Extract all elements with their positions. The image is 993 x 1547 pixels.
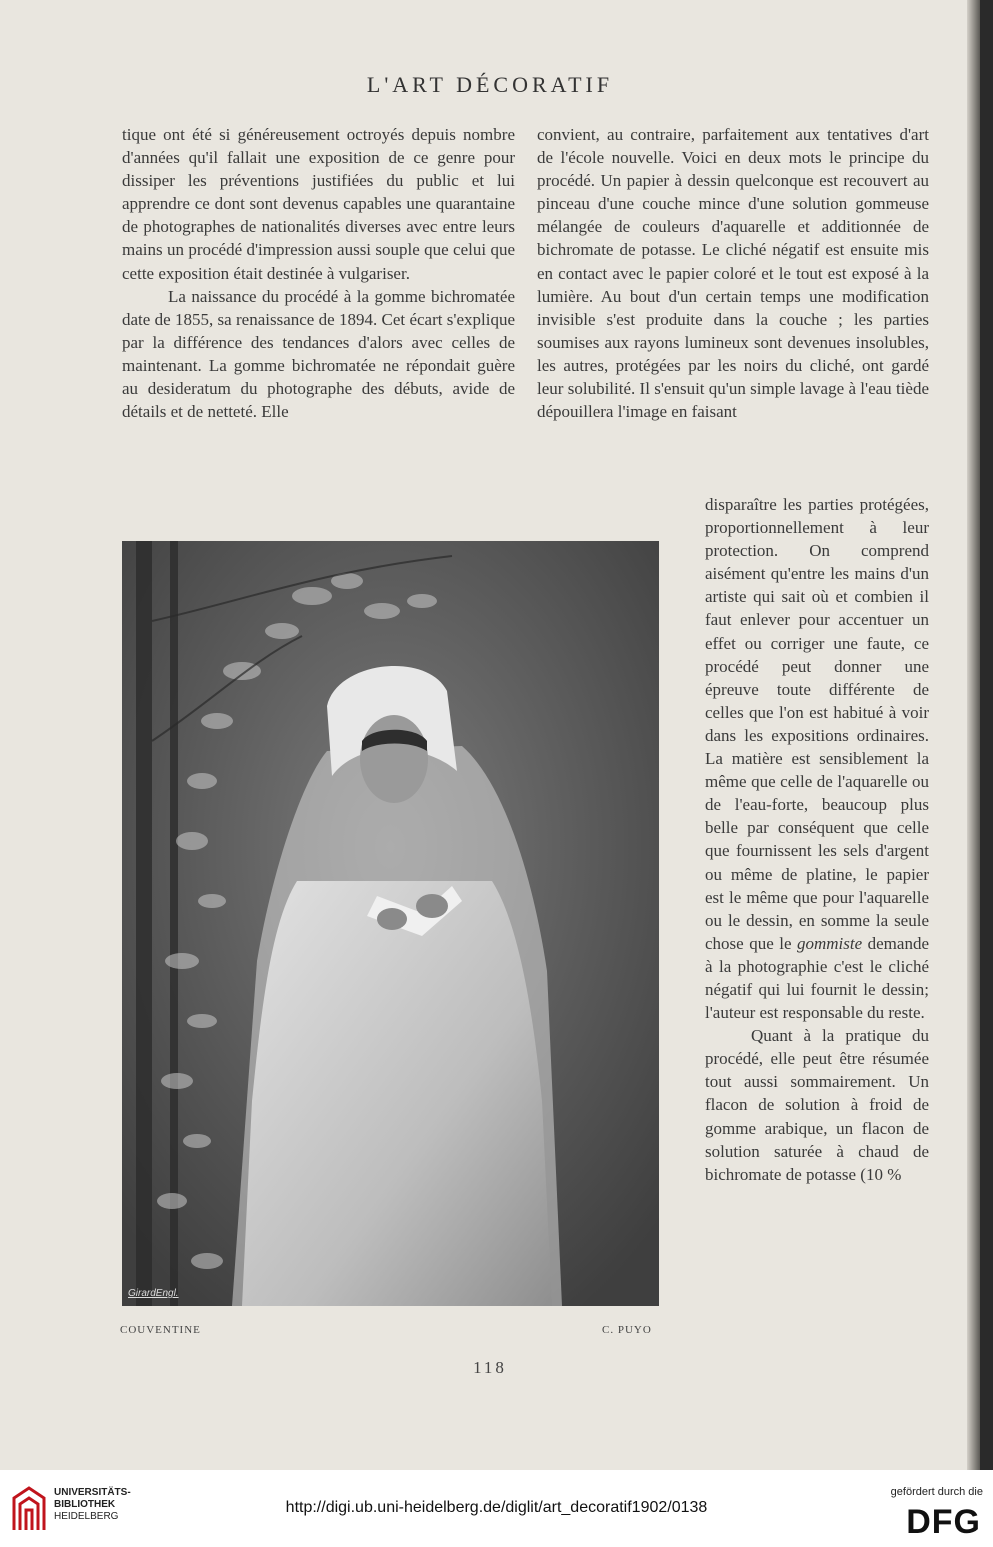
caption-author: C. PUYO: [602, 1324, 652, 1336]
left-paragraph-2: La naissance du procédé à la gomme bichromatée date de 1855, sa renaissance de 1894. Cet écart s'explique par la différence des tendances d'alors avec celles de maintenant. La gomme bichromatée ne répondait guère au desideratum du photographe des débuts, avide de détails et de netteté. Elle: [122, 286, 515, 422]
sponsor-text: gefördert durch die: [890, 1486, 983, 1498]
dfg-logo: DFG: [906, 1503, 981, 1541]
emphasis-gommiste: gommiste: [796, 933, 863, 953]
source-url[interactable]: http://digi.ub.uni-heidelberg.de/diglit/art_decoratif1902/0138: [285, 1499, 708, 1516]
photo-illustration: [122, 541, 659, 1306]
right-paragraph-1: convient, au contraire, parfaitement aux tentatives d'art de l'école nouvelle. Voici en deux mots le principe du procédé. Un papier à dessin quelconque est recouvert au pinceau d'une couche mince d'une solution gommeuse mélangée de couleurs d'aquarelle et additionnée de bichromate de potasse. Le cliché négatif est ensuite mis en contact avec le papier coloré et le tout est exposé à la lumière. Au bout d'un certain temps une modification invisible s'est produite dans la couche ; les parties soumises aux rayons lumineux sont devenues insolubles, les autres, protégées par les noirs du cliché, ont gardé leur solubilité. Il s'ensuit qu'un simple lavage à l'eau tiède dépouillera l'image en faisant: [537, 125, 929, 422]
text-after-emphasis: demande à la photographie c'est le cliché négatif qui lui fournit le dessin; l'auteur est responsable du reste.: [705, 933, 929, 1023]
right-column-top: [537, 123, 929, 423]
running-head: L'ART DÉCORATIF: [366, 72, 614, 97]
text-before-emphasis: disparaître les parties protégées, proportionnellement à leur protection. On comprend aisément qu'entre les mains d'un artiste qui sait où et combien il faut enlever pour accentuer un effet ou corriger une faute, ce procédé peut donner une épreuve toute différente de celles que l'on est habitué à voir dans les expositions ordinaires. La matière est sensiblement la même que celle de l'aquarelle ou de l'eau-forte, beaucoup plus belle par conséquent que celle que fournissent les sels d'argent ou même de platine, le papier est le même que pour l'aquarelle ou le dessin, en somme la seule chose que le: [705, 495, 929, 953]
right-paragraph-pratique: Quant à la pratique du procédé, elle peut être résumée tout aussi sommairement. Un flacon de solution à froid de gomme arabique, un flacon de solution saturée à chaud de bichromate de potasse (10 %: [705, 1026, 929, 1184]
right-paragraph-continued: [705, 493, 929, 1024]
left-paragraph-1: tique ont été si généreusement octroyés depuis nombre d'années qu'il fallait une exposition de ce genre pour dissiper les préventions justifiées du public et lui apprendre ce dont sont devenus capables une quarantaine de photographes de nationalités diverses avec entre leurs mains un procédé d'impression aussi souple que celui que cette exposition était destinée à vulgariser.: [122, 125, 515, 283]
page-number: 118: [473, 1358, 507, 1377]
photograph-couventine: [122, 541, 659, 1306]
library-line-1: UNIVERSITÄTS-: [54, 1487, 131, 1498]
library-line-3: HEIDELBERG: [54, 1511, 119, 1522]
right-column-bottom: [705, 493, 929, 1186]
library-line-2: BIBLIOTHEK: [54, 1499, 116, 1510]
digitization-footer: [0, 1470, 993, 1547]
caption-title: COUVENTINE: [120, 1324, 201, 1336]
page-edge: [967, 0, 980, 1470]
engraver-signature: GirardEngl.: [128, 1288, 179, 1299]
left-column: [122, 123, 515, 423]
